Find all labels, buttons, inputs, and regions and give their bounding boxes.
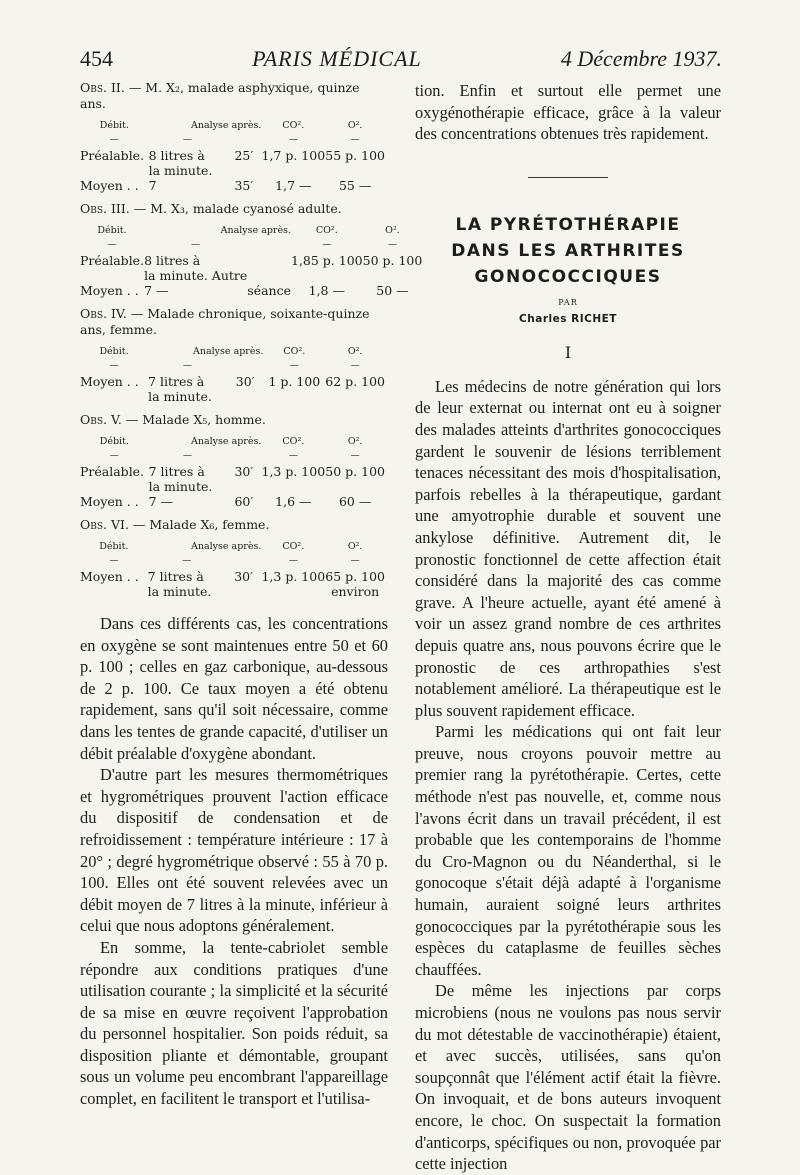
observation-description: — M. X₂, malade asphyxique, quinze ans. [80, 80, 360, 111]
observation-description: — M. X₃, malade cyanosé adulte. [133, 201, 342, 216]
observation-heading [80, 306, 388, 338]
cell-value-continued: la minute. [148, 479, 213, 494]
column-header: CO². [282, 541, 305, 552]
table-cell [363, 283, 423, 298]
table-cell [80, 494, 149, 509]
cell-value: Moyen . . [80, 569, 139, 584]
observation-label: Obs. VI. [80, 517, 129, 532]
table-cell [80, 178, 149, 193]
table-row [80, 253, 422, 283]
observation [80, 80, 388, 193]
cell-value: 35′ [234, 178, 254, 193]
observation [80, 306, 388, 404]
title-line: LA PYRÉTOTHÉRAPIE [455, 214, 681, 235]
cell-value: 1 p. 100 [268, 374, 321, 389]
issue-date: 4 Décembre 1937. [560, 46, 722, 71]
observation-table [80, 344, 385, 404]
table-cell [261, 464, 325, 494]
column-header: CO². [283, 346, 306, 357]
observation-table [80, 434, 385, 509]
table-cell [149, 464, 227, 494]
table-cell [247, 283, 291, 298]
cell-value: 55 p. 100 [325, 148, 385, 163]
byline-par: PAR [558, 297, 578, 307]
cell-value-continued: environ [331, 584, 380, 599]
cell-value-continued: la minute. [147, 584, 212, 599]
table-cell [80, 374, 148, 404]
observation [80, 412, 388, 509]
table-cell [325, 374, 385, 404]
table-row [80, 148, 385, 178]
column-header: CO². [315, 225, 338, 236]
table-cell [149, 494, 227, 509]
table-cell [226, 569, 262, 599]
column-header: CO². [282, 436, 305, 447]
column-header: Débit. [99, 346, 129, 357]
title-line: GONOCOCCIQUES [474, 266, 662, 287]
observation-description: — Malade X₅, homme. [125, 412, 266, 427]
cell-value: 1,8 — [308, 283, 345, 298]
observation-heading [80, 80, 388, 112]
header-underline-row: — — — — [109, 135, 360, 145]
observation-label: Obs. III. [80, 201, 130, 216]
table-cell [80, 464, 149, 494]
section-divider [528, 177, 608, 178]
article-title [415, 212, 721, 290]
table-cell [80, 569, 148, 599]
observation-label: Obs. IV. [80, 306, 127, 321]
observation-label: Obs. V. [80, 412, 122, 427]
header-underline-row: — — — — [109, 451, 360, 461]
table-row [80, 283, 422, 298]
table-row [80, 178, 385, 193]
column-header: O². [347, 120, 363, 131]
table-cell [148, 569, 226, 599]
table-cell [261, 178, 325, 193]
cell-value: 7 litres à [148, 374, 205, 389]
cell-value: 50 — [376, 283, 409, 298]
cell-value: 65 p. 100 [325, 569, 385, 584]
observation-heading [80, 517, 388, 533]
cell-value: 7 — [148, 494, 174, 509]
page-number: 454 [80, 46, 113, 71]
cell-value: 25′ [234, 148, 254, 163]
table-header-row [80, 539, 385, 554]
column-header: O². [347, 346, 363, 357]
cell-value: 1,7 p. 100 [261, 148, 326, 163]
cell-value: 7 litres à [148, 464, 205, 479]
column-header: Analyse après. [220, 225, 291, 236]
cell-value: Moyen . . [80, 283, 139, 298]
cell-value: Moyen . . [80, 178, 139, 193]
table-row [80, 374, 385, 404]
cell-value-continued: la minute. [148, 163, 213, 178]
column-header: Débit. [99, 120, 129, 131]
section-number: I [564, 342, 572, 362]
table-cell [144, 283, 247, 298]
table-header-row [80, 344, 385, 359]
table-cell [261, 148, 325, 178]
cell-value: 7 — [144, 283, 169, 298]
cell-value: 1,85 p. 100 [291, 253, 363, 268]
cell-value: 30′ [234, 464, 254, 479]
cell-value-continued: la minute. [148, 389, 212, 404]
table-cell [226, 464, 261, 494]
table-cell [363, 253, 423, 283]
table-cell [227, 374, 263, 404]
right-column [415, 80, 721, 1175]
table-cell [247, 253, 291, 283]
observation-heading [80, 201, 388, 217]
table-cell [144, 253, 247, 283]
cell-value: 8 litres à [144, 253, 201, 268]
table-cell [80, 253, 144, 283]
cell-value: Préalable. [80, 464, 145, 479]
table-cell [325, 178, 385, 193]
table-cell [226, 178, 261, 193]
observation-label: Obs. II. [80, 80, 125, 95]
cell-value: 1,6 — [275, 494, 312, 509]
table-cell [325, 464, 385, 494]
cell-value: Préalable. [80, 253, 145, 268]
table-cell [325, 569, 385, 599]
column-header: O². [385, 225, 400, 236]
cell-value: Moyen . . [80, 494, 139, 509]
table-cell [325, 148, 385, 178]
table-header-row [80, 434, 385, 449]
table-row [80, 494, 385, 509]
header-underline-row: — — — — [107, 240, 397, 250]
table-header-row [80, 223, 422, 238]
table-header-row [80, 118, 385, 133]
cell-value: 30′ [235, 374, 255, 389]
column-header: O². [347, 541, 363, 552]
table-cell [148, 374, 227, 404]
header-underline-row: — — — — [109, 556, 360, 566]
table-row [80, 464, 385, 494]
article-paragraph-1: Les médecins de notre génération qui lors de leur externat ou internat ont eu à soigner des malades atteints d'arthrites gonococciques gardent le souvenir de lésions terriblement tenaces nécessitant des mois d'hospitalisation, parfois rebelles à la thérapeutique, gardant une amyotrophie durable et souvent une ankylose définitive. Autrement dit, le pronostic fonctionnel de cette affection était considéré dans la majorité des cas comme grave. A l'heure actuelle, ayant été amené à voir un assez grand nombre de ces arthrites depuis quatre ans, nous pouvons écrire que le pronostic de ces arthropathies s'est notablement amélioré. La thérapeutique est le plus souvent rapidement efficace. [415, 376, 721, 720]
table-cell [261, 494, 325, 509]
table-cell [226, 148, 261, 178]
column-header: Débit. [99, 541, 129, 552]
observation-table [80, 539, 385, 599]
running-header [80, 46, 722, 74]
author-name: Charles RICHET [519, 312, 617, 325]
cell-value-continued: la minute. Autre [144, 268, 248, 283]
paragraph-1: Dans ces différents cas, les concentrations en oxygène se sont maintenues entre 50 et 60 p. 100 ; celles en gaz carbonique, au-dessous de 2 p. 100. Ce taux moyen a été obtenu rapidement, sans qu'il soit nécessaire, comme dans les tentes de grande capacité, d'utiliser un débit préalable d'oxygène abondant. [80, 614, 388, 763]
continued-paragraph: tion. Enfin et surtout elle permet une oxygénothérapie efficace, grâce à la valeur des concentrations obtenues très rapidement. [415, 81, 721, 144]
cell-value: 7 litres à [147, 569, 204, 584]
observation-description: — Malade X₆, femme. [132, 517, 270, 532]
cell-value: Préalable. [80, 148, 145, 163]
table-cell [226, 494, 261, 509]
cell-value: 50 p. 100 [362, 253, 423, 268]
observation-table [80, 118, 385, 193]
column-header: Analyse après. [191, 120, 262, 131]
table-cell [291, 253, 363, 283]
cell-value: 1,7 — [275, 178, 312, 193]
cell-value: 8 litres à [148, 148, 205, 163]
cell-value: 1,3 p. 100 [261, 464, 326, 479]
column-header: CO². [282, 120, 305, 131]
table-cell [149, 178, 227, 193]
observation [80, 201, 423, 298]
journal-title: PARIS MÉDICAL [252, 46, 422, 71]
observation-table [80, 223, 422, 298]
table-row [80, 569, 385, 599]
cell-value: 7 [148, 178, 157, 193]
cell-value: 1,3 p. 100 [261, 569, 326, 584]
table-cell [80, 283, 144, 298]
title-line: DANS LES ARTHRITES [451, 240, 685, 261]
cell-value: 60 — [338, 494, 372, 509]
paragraph-2: D'autre part les mesures thermométriques et hygrométriques prouvent l'action efficace du dispositif de condensation et de refroidissement : température intérieure : 17 à 20° ; degré hygrométrique observé : 55 à 70 p. 100. Elles ont été souvent relevées avec un débit moyen de 7 litres à la minute, inférieur à celui que nous adoptons généralement. [80, 765, 388, 936]
table-cell [291, 283, 363, 298]
left-column [80, 80, 423, 1110]
cell-value: Moyen . . [80, 374, 139, 389]
observations-list [80, 80, 423, 599]
observation-heading [80, 412, 388, 428]
observation [80, 517, 388, 599]
cell-value: 30′ [234, 569, 253, 584]
column-header: Débit. [99, 436, 129, 447]
column-header: Analyse après. [193, 346, 264, 357]
article-paragraph-3: De même les injections par corps microbiens (nous ne voulons pas nous servir du mot détestable de vaccinothérapie) étaient, et avec succès, utilisées, sans qu'on soupçonnât que l'élément actif était la fièvre. On invoquait, et de bons auteurs invoquent encore, le choc. On suspectait la formation d'anticorps, spécifiques ou non, provoquée par cette injection [415, 981, 721, 1174]
column-header: Analyse après. [190, 541, 262, 552]
paragraph-3: En somme, la tente-cabriolet semble répondre aux conditions pratiques d'une utilisation courante ; la simplicité et la sécurité de sa mise en œuvre reçoivent l'approbation du personnel hospitalier. Son poids réduit, sa disposition pliante et démontable, groupant sous un volume peu encombrant l'appareillage complet, en facilitent le transport et l'utilisa- [80, 937, 388, 1109]
table-cell [80, 148, 149, 178]
cell-value: 60′ [234, 494, 254, 509]
column-header: O². [347, 436, 363, 447]
cell-value: 50 p. 100 [325, 464, 385, 479]
observation-description: — Malade chronique, soixante-quinze ans, femme. [80, 306, 370, 337]
article-paragraph-2: Parmi les médications qui ont fait leur preuve, nous croyons pouvoir mettre au premier rang la pyrétothérapie. Certes, cette méthode n'est pas nouvelle, et, comme nous l'avons écrit dans un travail précédent, il est probable que les contemporains de l'homme du Cro-Magnon ou du Néanderthal, si le gonocoque s'était déjà adapté à l'organisme humain, auraient soigné leurs arthrites gonococciques par la pyrétothérapie sous les espèces du cataplasme de feuilles sèches chauffées. [415, 722, 721, 979]
cell-value: séance [247, 283, 291, 298]
table-cell [149, 148, 227, 178]
cell-value: 62 p. 100 [325, 374, 385, 389]
table-cell [263, 374, 325, 404]
column-header: Analyse après. [191, 436, 262, 447]
table-cell [261, 569, 325, 599]
table-cell [325, 494, 385, 509]
cell-value: 55 — [338, 178, 372, 193]
column-header: Débit. [97, 225, 127, 236]
header-underline-row: — — — — [109, 361, 360, 371]
